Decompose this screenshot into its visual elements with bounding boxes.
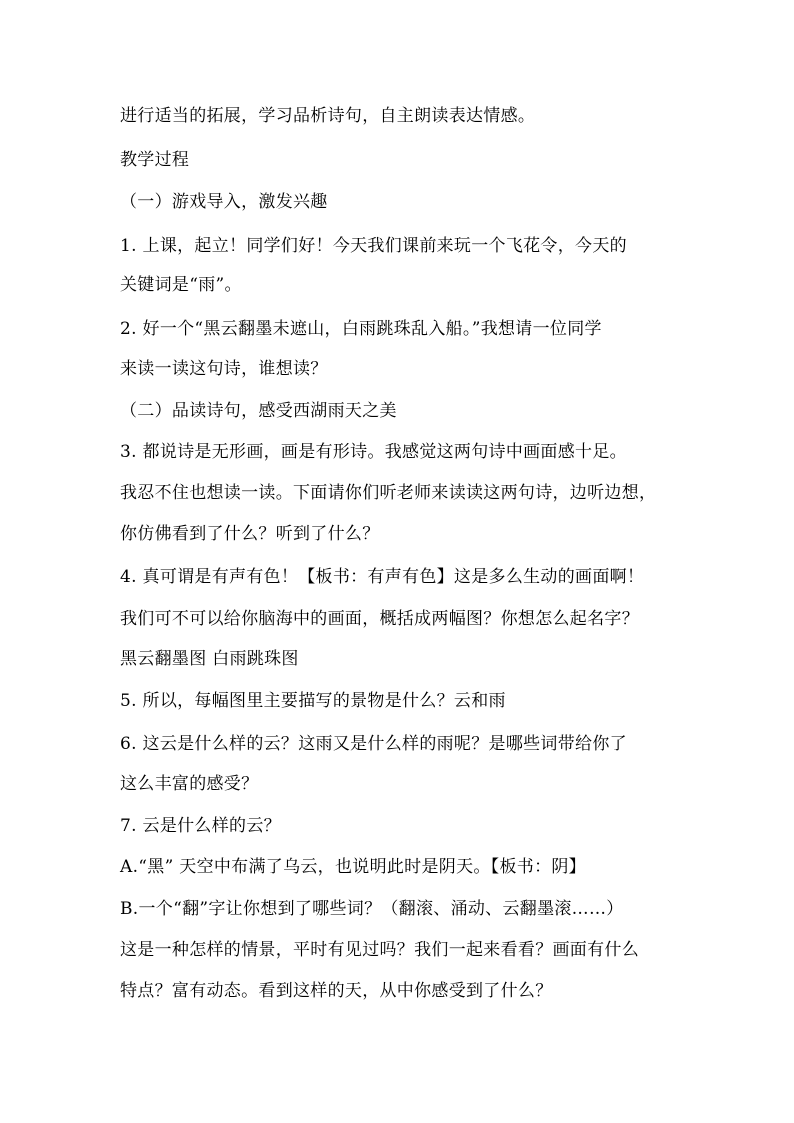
text-line: 4. 真可谓是有声有色！【板书：有声有色】这是多么生动的画面啊！ bbox=[120, 567, 645, 587]
text-line: 你仿佛看到了什么？听到了什么？ bbox=[120, 524, 380, 544]
section-heading: 教学过程 bbox=[120, 150, 190, 170]
text-line: 我们可不可以给你脑海中的画面，概括成两幅图？你想怎么起名字？ bbox=[120, 609, 639, 629]
section-subheading: （二）品读诗句，感受西湖雨天之美 bbox=[120, 401, 397, 421]
text-line: 7. 云是什么样的云？ bbox=[120, 816, 281, 836]
text-line: 特点？富有动态。看到这样的天，从中你感受到了什么？ bbox=[120, 981, 553, 1001]
section-subheading: （一）游戏导入，激发兴趣 bbox=[120, 192, 328, 212]
text-line: 我忍不住也想读一读。下面请你们听老师来读读这两句诗，边听边想， bbox=[120, 483, 657, 503]
text-line: 黑云翻墨图 白雨跳珠图 bbox=[120, 649, 299, 669]
text-line: 6. 这云是什么样的云？这雨又是什么样的雨呢？是哪些词带给你了 bbox=[120, 734, 627, 754]
text-line: B.一个“翻”字让你想到了哪些词？（翻滚、涌动、云翻墨滚……） bbox=[120, 899, 624, 919]
text-line: 进行适当的拓展，学习品析诗句，自主朗读表达情感。 bbox=[120, 106, 536, 126]
text-line: 1. 上课，起立！同学们好！今天我们课前来玩一个飞花令，今天的 bbox=[120, 236, 627, 256]
text-line: 这是一种怎样的情景，平时有见过吗？我们一起来看看？画面有什么 bbox=[120, 940, 639, 960]
text-line: 3. 都说诗是无形画，画是有形诗。我感觉这两句诗中画面感十足。 bbox=[120, 442, 627, 462]
text-line: 这么丰富的感受？ bbox=[120, 774, 259, 794]
text-line: A.“黑” 天空中布满了乌云，也说明此时是阴天。【板书：阴】 bbox=[120, 857, 586, 877]
text-line: 2. 好一个“黑云翻墨未遮山，白雨跳珠乱入船。”我想请一位同学 bbox=[120, 319, 602, 339]
text-line: 来读一读这句诗，谁想读？ bbox=[120, 359, 328, 379]
text-line: 关键词是“雨”。 bbox=[120, 275, 242, 295]
text-line: 5. 所以，每幅图里主要描写的景物是什么？云和雨 bbox=[120, 691, 506, 711]
